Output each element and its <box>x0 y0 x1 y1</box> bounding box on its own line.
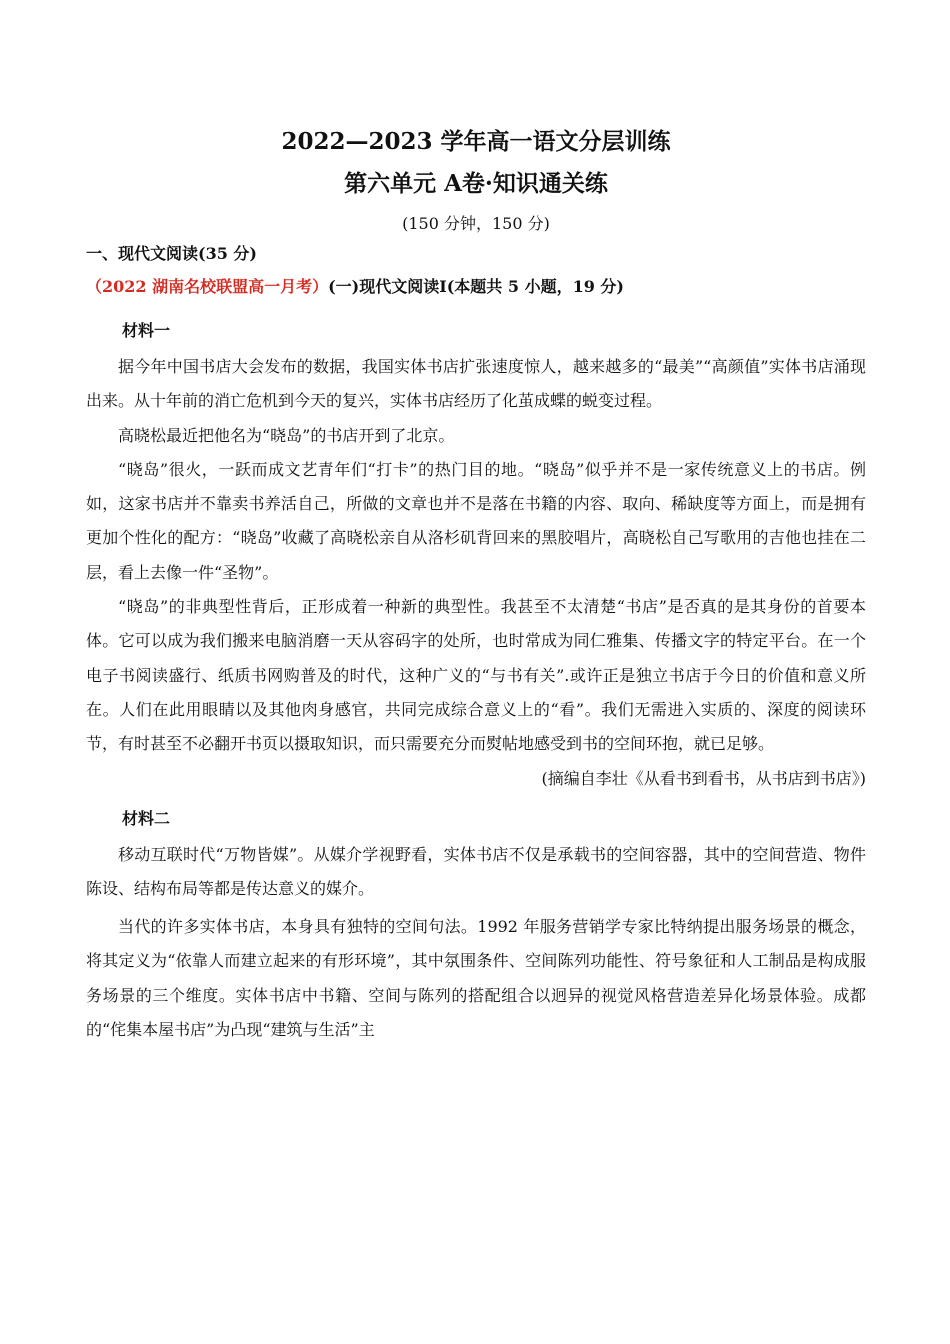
time-score-note: (150 分钟，150 分) <box>402 214 550 233</box>
material-one-paragraph: 据今年中国书店大会发布的数据，我国实体书店扩张速度惊人，越来越多的“最美”“高颜值”实体书店涌现出来。从十年前的消亡危机到今天的复兴，实体书店经历了化茧成蝶的蜕变过程。 <box>86 357 866 411</box>
material-one-label: 材料一 <box>122 321 171 340</box>
material-two-label: 材料二 <box>122 808 171 828</box>
material-one-paragraph: 高晓松最近把他名为“晓岛”的书店开到了北京。 <box>118 425 455 445</box>
question-group-heading <box>86 270 866 304</box>
document-title: 2022—2023 学年高一语文分层训练 <box>281 128 671 155</box>
section-heading: 一、现代文阅读(35 分) <box>86 244 257 263</box>
source-tag: （2022 湖南名校联盟高一月考） <box>86 277 329 296</box>
unit-subtitle: 第六单元 A卷·知识通关练 <box>344 170 608 197</box>
material-one-paragraph: “晓岛”的非典型性背后，正形成着一种新的典型性。我甚至不太清楚“书店”是否真的是其身份的首要本体。它可以成为我们搬来电脑消磨一天从容码字的处所，也时常成为同仁雅集、传播文字的特定平台。在一个电子书阅读盛行、纸质书网购普及的时代，这种广义的“与书有关”.或许正是独立书店于今日的价值和意义所在。人们在此用眼睛以及其他肉身感官，共同完成综合意义上的“看”。我们无需进入实质的、深度的阅读环节，有时甚至不必翻开书页以摄取知识，而只需要充分而熨帖地感受到书的空间环抱，就已足够。 <box>86 597 866 754</box>
document-page <box>86 120 866 1047</box>
question-group-title: (一)现代文阅读Ⅰ(本题共 5 小题，19 分) <box>328 277 624 296</box>
material-one-attribution: (摘编自李壮《从看书到看书，从书店到书店》) <box>541 768 866 788</box>
material-one-paragraph: “晓岛”很火，一跃而成文艺青年们“打卡”的热门目的地。“晓岛”似乎并不是一家传统意义上的书店。例如，这家书店并不靠卖书养活自己，所做的文章也并不是落在书籍的内容、取向、稀缺度等方面上，而是拥有更加个性化的配方：“晓岛”收藏了高晓松亲自从洛杉矶背回来的黑胶唱片，高晓松自己写歌用的吉他也挂在二层，看上去像一件“圣物”。 <box>86 459 866 582</box>
material-two-paragraph: 当代的许多实体书店，本身具有独特的空间句法。1992 年服务营销学专家比特纳提出服务场景的概念，将其定义为“依靠人而建立起来的有形环境”，其中氛围条件、空间陈列功能性、符号象征和人工制品是构成服务场景的三个维度。实体书店中书籍、空间与陈列的搭配组合以迥异的视觉风格营造差异化场景体验。成都的“侘集本屋书店”为凸现“建筑与生活”主 <box>86 917 866 1040</box>
material-two-paragraph: 移动互联时代“万物皆媒”。从媒介学视野看，实体书店不仅是承载书的空间容器，其中的空间营造、物件陈设、结构布局等都是传达意义的媒介。 <box>86 844 866 898</box>
